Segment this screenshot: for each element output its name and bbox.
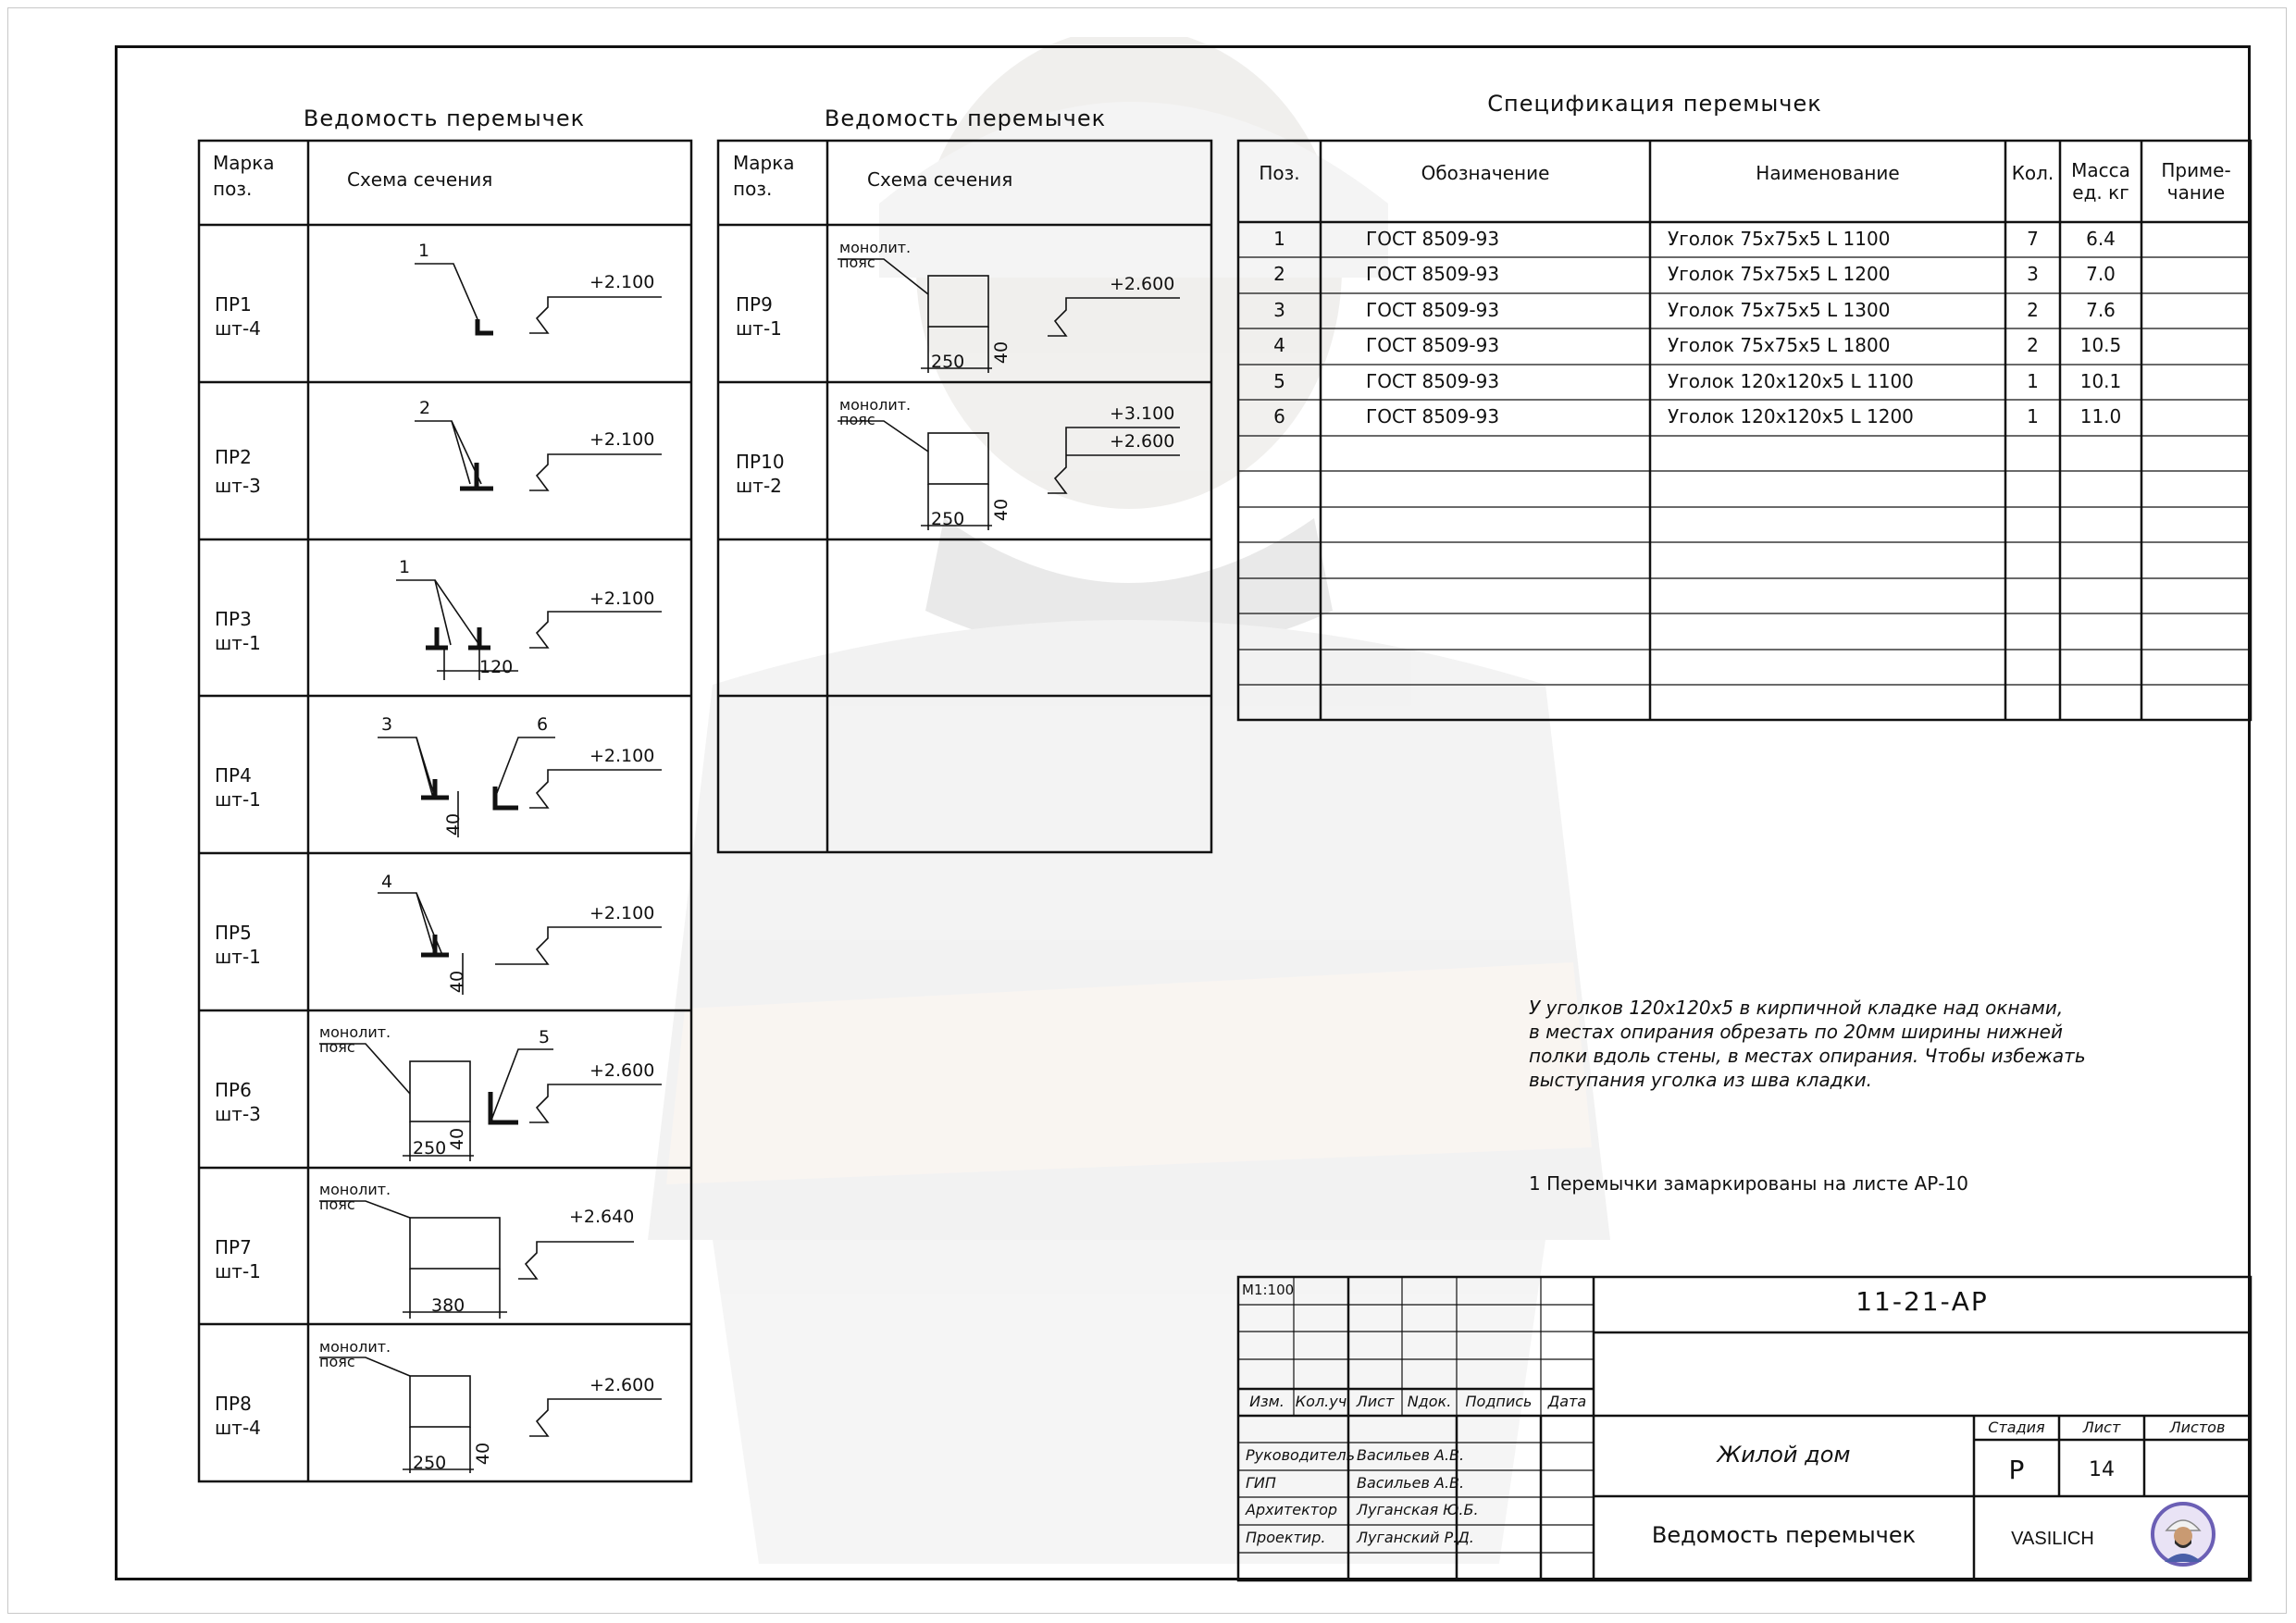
spec-qty: 7: [2027, 228, 2039, 250]
person-name: Васильев А.В.: [1357, 1474, 1465, 1492]
object-name: Жилой дом: [1717, 1442, 1851, 1468]
level-mark: +2.600: [590, 1375, 655, 1395]
spec-pos: 3: [1273, 299, 1285, 321]
dimension-label: 250: [931, 352, 965, 372]
note-angles: У уголков 120х120х5 в кирпичной кладке над окнами, в местах опирания обрезать по 20мм ширины нижней полки вдоль стены, в местах опирания. Чтобы избежать выступания уголка из шва кладки.: [1529, 997, 2086, 1091]
row-qty: шт-1: [736, 317, 782, 340]
spec-designation: ГОСТ 8509-93: [1366, 263, 1500, 285]
dimension-label: 120: [479, 657, 514, 677]
person-name: Луганский Р.Д.: [1357, 1529, 1474, 1546]
dimension-label: 250: [931, 509, 965, 529]
spec-header-name: Наименование: [1756, 162, 1900, 184]
dimension-label: 250: [413, 1138, 447, 1158]
row-mark: ПР10: [736, 451, 785, 473]
spec-designation: ГОСТ 8509-93: [1366, 370, 1500, 392]
person-name: Луганская Ю.Б.: [1357, 1501, 1479, 1518]
belt-label: монолит. пояс: [319, 1181, 391, 1213]
spec-designation: ГОСТ 8509-93: [1366, 299, 1500, 321]
dimension-label: 380: [431, 1295, 465, 1316]
level-mark: +2.600: [1110, 274, 1175, 294]
dimension-label: 40: [991, 341, 1012, 365]
schedule-mid-col-scheme: Схема сечения: [867, 168, 1013, 191]
callout-label: 4: [381, 872, 393, 892]
spec-qty: 2: [2027, 334, 2039, 356]
stage-value: Р: [2008, 1455, 2025, 1485]
schedule-left-title: Ведомость перемычек: [303, 105, 586, 131]
spec-qty: 3: [2027, 263, 2039, 285]
scale-label: М1:100: [1242, 1282, 1295, 1298]
row-mark: ПР6: [215, 1079, 252, 1101]
role-label: Архитектор: [1246, 1501, 1338, 1518]
spec-pos: 2: [1273, 263, 1285, 285]
row-qty: шт-3: [215, 475, 261, 497]
row-qty: шт-3: [215, 1103, 261, 1125]
level-mark: +3.100: [1110, 403, 1175, 424]
spec-mass: 7.0: [2086, 263, 2116, 285]
dimension-label: 40: [473, 1442, 494, 1466]
spec-name: Уголок 75х75х5 L 1100: [1668, 228, 1891, 250]
level-mark: +2.100: [590, 903, 655, 923]
spec-qty: 2: [2027, 299, 2039, 321]
spec-title: Спецификация перемычек: [1487, 91, 1822, 117]
sheet-value: 14: [2089, 1458, 2115, 1481]
dimension-label: 40: [443, 812, 465, 836]
spec-mass: 10.5: [2079, 334, 2122, 356]
level-mark: +2.100: [590, 429, 655, 450]
row-mark: ПР8: [215, 1393, 252, 1415]
spec-header-designation: Обозначение: [1421, 162, 1550, 184]
spec-pos: 4: [1273, 334, 1285, 356]
schedule-mid-title: Ведомость перемычек: [824, 105, 1107, 131]
dimension-label: 40: [447, 970, 468, 994]
sheets-label: Листов: [2169, 1419, 2226, 1436]
callout-label: 2: [419, 398, 431, 418]
spec-mass: 10.1: [2079, 370, 2122, 392]
col-header-list: Лист: [1356, 1393, 1395, 1410]
spec-name: Уголок 120х120х5 L 1200: [1668, 405, 1914, 427]
spec-name: Уголок 75х75х5 L 1300: [1668, 299, 1891, 321]
level-mark: +2.600: [1110, 431, 1175, 452]
role-label: ГИП: [1246, 1474, 1276, 1492]
level-mark: +2.100: [590, 588, 655, 609]
spec-name: Уголок 120х120х5 L 1100: [1668, 370, 1914, 392]
spec-header-note: Приме- чание: [2161, 159, 2231, 204]
col-header-izm: Изм.: [1249, 1393, 1285, 1410]
row-mark: ПР3: [215, 608, 252, 630]
spec-designation: ГОСТ 8509-93: [1366, 228, 1500, 250]
row-mark: ПР9: [736, 293, 773, 316]
callout-label: 3: [381, 714, 393, 735]
spec-mass: 6.4: [2086, 228, 2116, 250]
spec-pos: 1: [1273, 228, 1285, 250]
level-mark: +2.640: [569, 1207, 635, 1227]
spec-designation: ГОСТ 8509-93: [1366, 334, 1500, 356]
spec-header-mass: Масса ед. кг: [2071, 159, 2130, 204]
spec-name: Уголок 75х75х5 L 1200: [1668, 263, 1891, 285]
row-qty: шт-1: [215, 1260, 261, 1282]
spec-qty: 1: [2027, 405, 2039, 427]
worker-avatar-logo-icon: [2150, 1501, 2216, 1567]
dimension-label: 40: [447, 1127, 468, 1151]
col-header-signature: Подпись: [1465, 1393, 1533, 1410]
spec-pos: 5: [1273, 370, 1285, 392]
spec-header-qty: Кол.: [2011, 162, 2054, 184]
company-name: VASILICH: [2011, 1529, 2094, 1549]
schedule-left-col-scheme: Схема сечения: [347, 168, 493, 191]
row-mark: ПР5: [215, 922, 252, 944]
callout-label: 5: [539, 1027, 551, 1047]
col-header-date: Дата: [1547, 1393, 1587, 1410]
schedule-mid-col-mark: Марка поз.: [733, 152, 795, 200]
spec-designation: ГОСТ 8509-93: [1366, 405, 1500, 427]
spec-mass: 7.6: [2086, 299, 2116, 321]
dimension-label: 40: [991, 498, 1012, 522]
stage-label: Стадия: [1988, 1419, 2045, 1436]
row-mark: ПР4: [215, 764, 252, 787]
drawing-code: 11-21-АР: [1855, 1286, 1989, 1317]
row-qty: шт-2: [736, 475, 782, 497]
role-label: Проектир.: [1246, 1529, 1326, 1546]
belt-label: монолит. пояс: [319, 1023, 391, 1056]
callout-label: 6: [537, 714, 549, 735]
row-qty: шт-1: [215, 946, 261, 968]
col-header-ndok: Nдок.: [1407, 1393, 1452, 1410]
role-label: Руководитель: [1246, 1446, 1356, 1464]
row-qty: шт-1: [215, 632, 261, 654]
spec-pos: 6: [1273, 405, 1285, 427]
note-marking: 1 Перемычки замаркированы на листе АР-10: [1529, 1172, 1968, 1195]
row-qty: шт-4: [215, 317, 261, 340]
level-mark: +2.100: [590, 746, 655, 766]
belt-label: монолит. пояс: [319, 1338, 391, 1370]
row-mark: ПР1: [215, 293, 252, 316]
level-mark: +2.600: [590, 1060, 655, 1081]
row-mark: ПР2: [215, 446, 252, 468]
col-header-kol-uch: Кол.уч: [1295, 1393, 1347, 1410]
spec-header-pos: Поз.: [1259, 162, 1300, 184]
callout-label: 1: [399, 557, 411, 577]
row-qty: шт-4: [215, 1417, 261, 1439]
callout-label: 1: [418, 241, 430, 261]
spec-name: Уголок 75х75х5 L 1800: [1668, 334, 1891, 356]
dimension-label: 250: [413, 1453, 447, 1473]
row-mark: ПР7: [215, 1236, 252, 1258]
belt-label: монолит. пояс: [839, 396, 912, 428]
level-mark: +2.100: [590, 272, 655, 292]
sheet-title: Ведомость перемычек: [1651, 1522, 1917, 1548]
row-qty: шт-1: [215, 788, 261, 811]
belt-label: монолит. пояс: [839, 239, 912, 271]
sheet-label: Лист: [2082, 1419, 2121, 1436]
schedule-left-col-mark: Марка поз.: [213, 152, 275, 200]
person-name: Васильев А.В.: [1357, 1446, 1465, 1464]
spec-qty: 1: [2027, 370, 2039, 392]
spec-mass: 11.0: [2079, 405, 2122, 427]
